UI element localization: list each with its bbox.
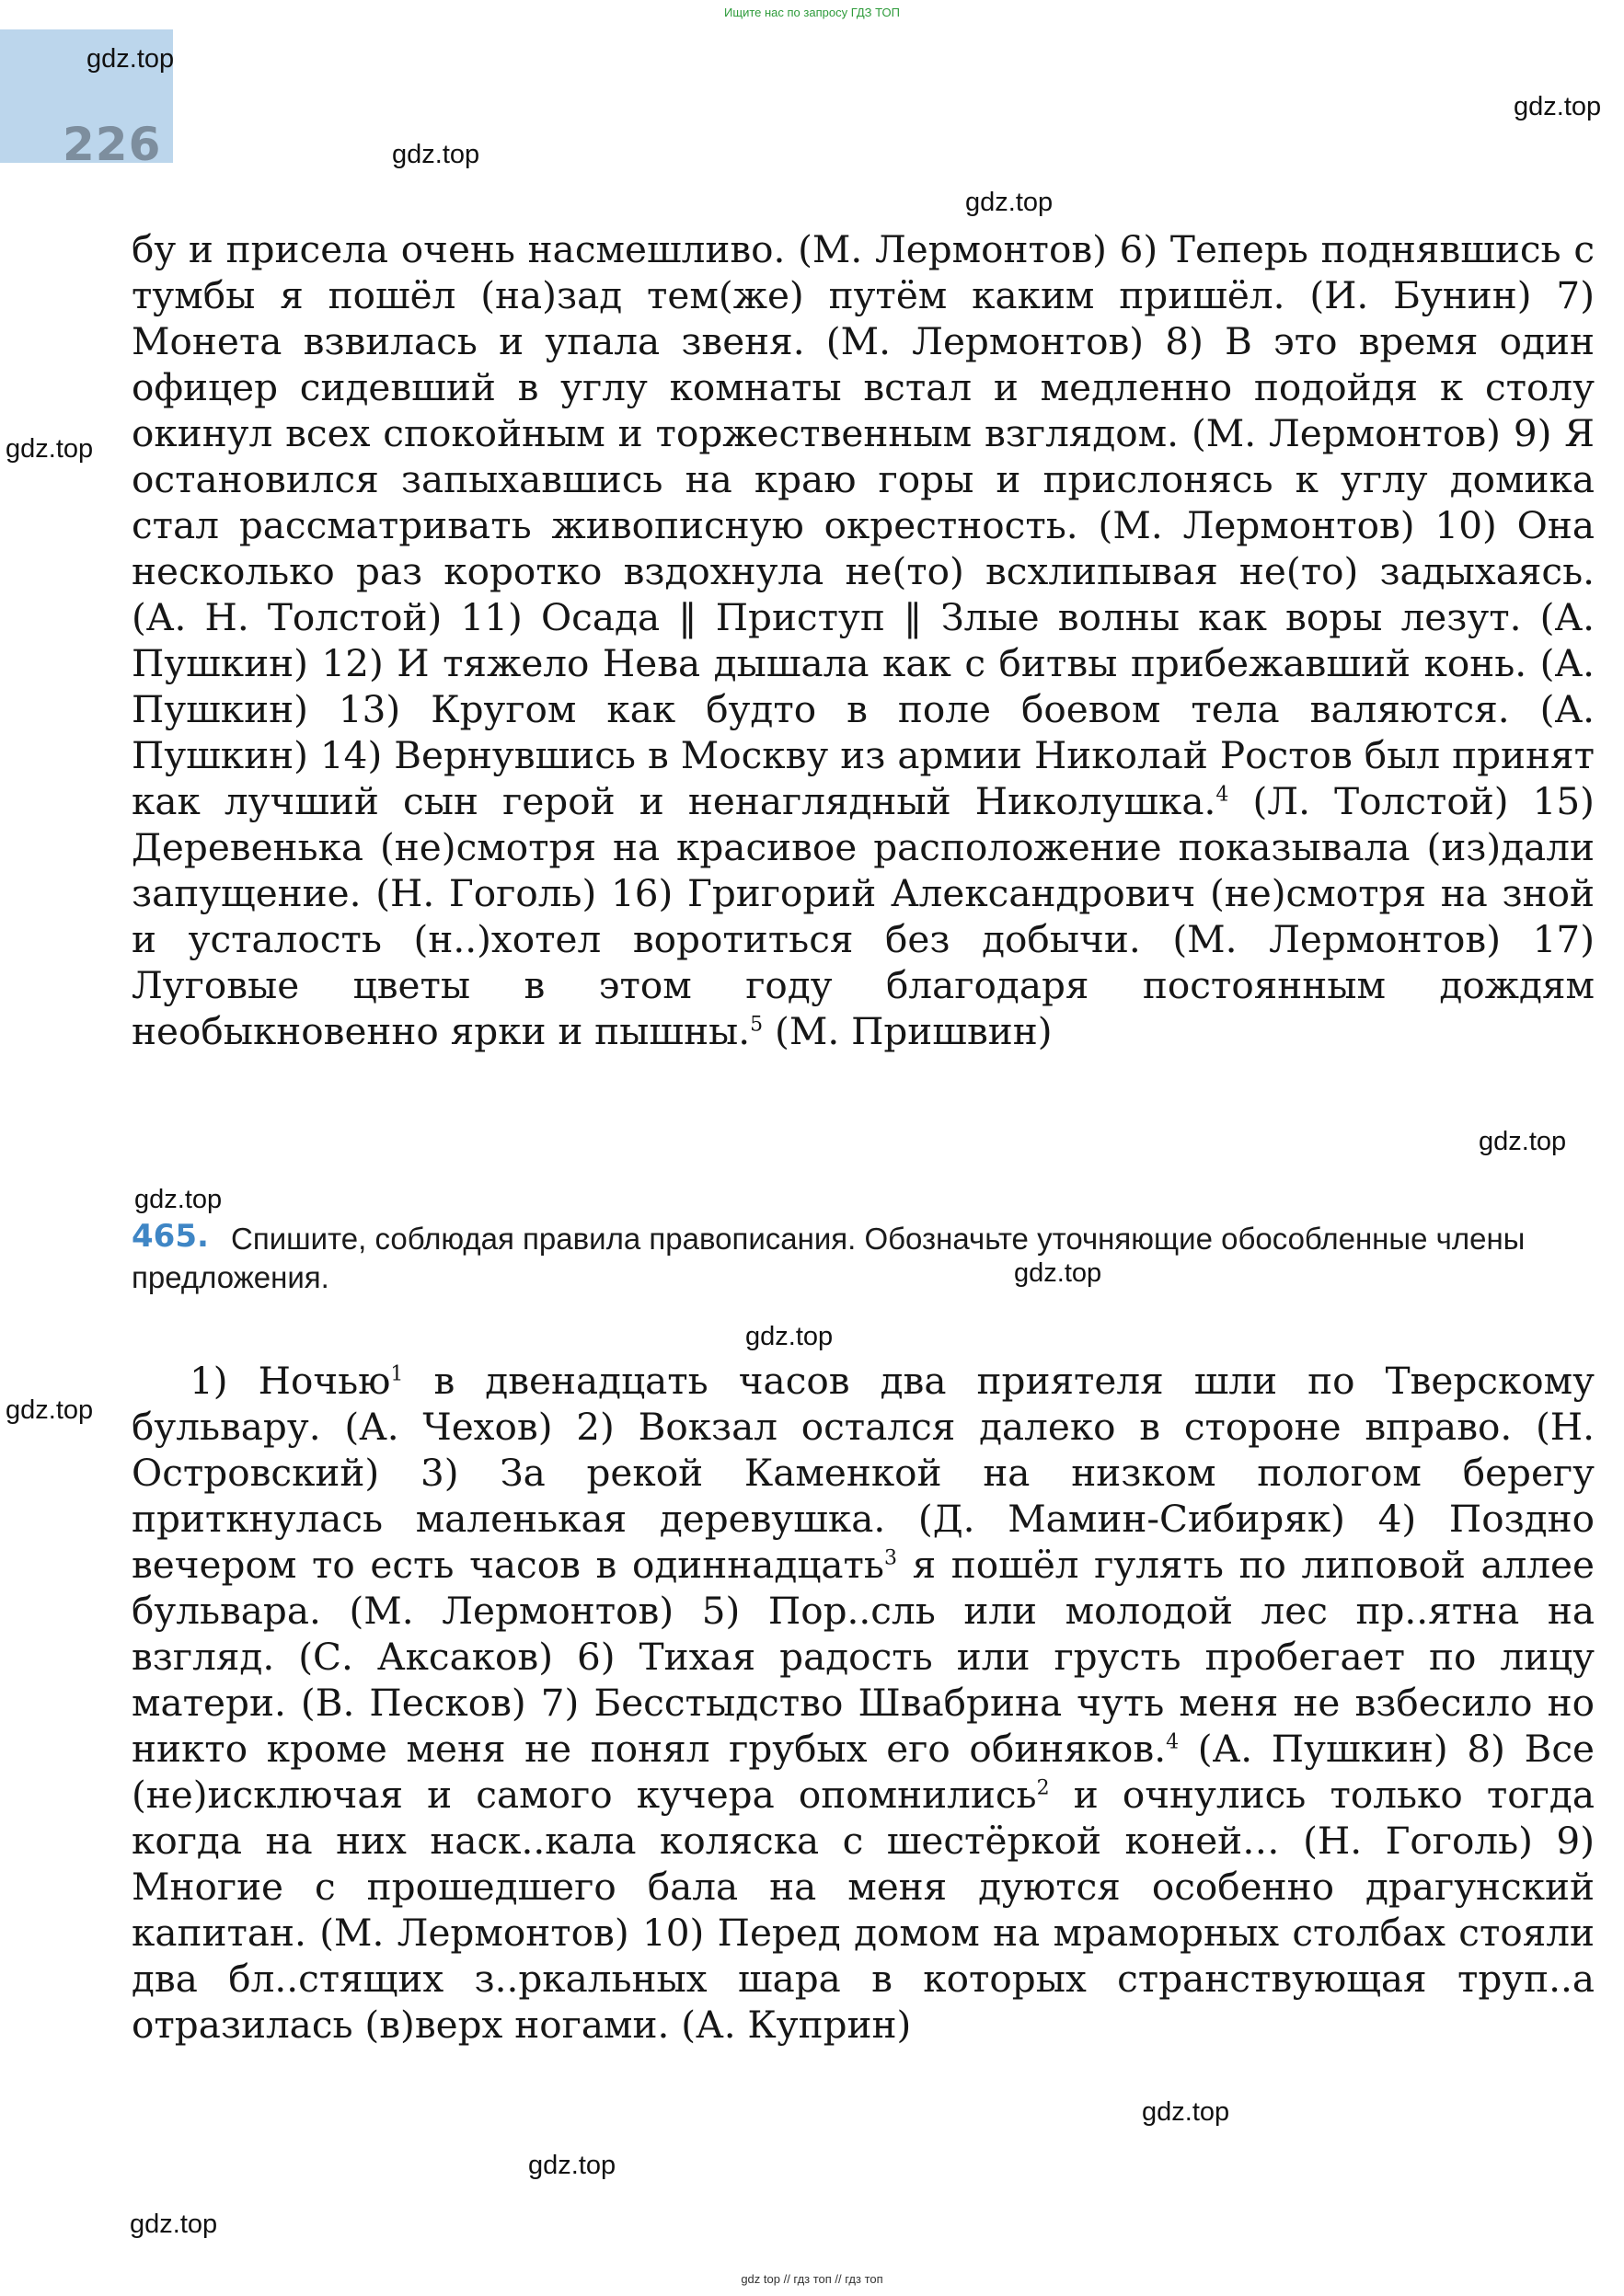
watermark: gdz.top [528,2151,616,2180]
watermark: gdz.top [134,1185,223,1214]
watermark: gdz.top [86,44,175,74]
exercise-464-continued-text: бу и присела очень насмешливо. (М. Лермонтов) 6) Теперь поднявшись с тумбы я пошёл (на)зад тем(же) путём каким пришёл. (И. Бунин) 7) Монета взвилась и упала звеня. (М. Лермонтов) 8) В это время один офицер сидевший в углу комнаты встал и медленно подойдя к столу окинул всех спокойным и торжественным взглядом. (М. Лермонтов) 9) Я остановился запыхавшись на краю горы и прислонясь к углу домика стал рассматривать живописную окрестность. (М. Лермонтов) 10) Она несколько раз коротко вздохнула не(то) всхлипывая не(то) задыхаясь. (А. Н. Толстой) 11) Осада ‖ Приступ ‖ Злые волны как воры лезут. (А. Пушкин) 12) И тяжело Нева дышала как с битвы прибежавший конь. (А. Пушкин) 13) Кругом как будто в поле боевом тела валяются. (А. Пушкин) 14) Вернувшись в Москву из армии Николай Ростов был принят как лучший сын герой и ненаглядный Николушка.$^4$ (Л. Толстой) 15) Деревенька (не)смотря на красивое расположение показывала (из)дали запущение. (Н. Гоголь) 16) Григорий Александрович (не)смотря на зной и усталость (н..)хотел воротиться без добычи. (М. Лермонтов) 17) Луговые цветы в этом году благодаря постоянным дождям необыкновенно ярки и пышны.$^5$ (М. Пришвин) [132,227,1595,1053]
watermark: gdz.top [965,188,1054,217]
footnote-marker: 2 [1036,1776,1050,1800]
footnote-marker: 5 [750,1013,764,1037]
watermark: gdz.top [130,2210,218,2239]
watermark: gdz.top [745,1322,834,1351]
exercise-465-text: 1) Ночью$^1$ в двенадцать часов два приятеля шли по Тверскому бульвару. (А. Чехов) 2) Вокзал остался далеко в стороне вправо. (Н. Островский) 3) За рекой Каменкой на низком пологом берегу приткнулась маленькая деревушка. (Д. Мамин-Сибиряк) 4) Поздно вечером то есть часов в одиннадцать$^3$ я пошёл гулять по липовой аллее бульвара. (М. Лермонтов) 5) Пор..сль или молодой лес пр..ятна на взгляд. (С. Аксаков) 6) Тихая радость или грусть пробегает по лицу матери. (В. Песков) 7) Бесстыдство Швабрина чуть меня не взбесило но никто кроме меня не понял грубых его обиняков.$^4$ (А. Пушкин) 8) Все (не)исключая и самого кучера опомнились$^2$ и очнулись только тогда когда на них наск..кала коляска с шестёркой коней… (Н. Гоголь) 9) Многие с прошедшего бала на меня дуются особенно драгунский капитан. (М. Лермонтов) 10) Перед домом на мраморных столбах стояли два бл..стящих з..ркальных шара в которых странствующая труп..а отразилась (в)верх ногами. (А. Куприн) [132,1359,1595,2047]
top-banner: Ищите нас по запросу ГДЗ ТОП [724,6,900,19]
watermark: gdz.top [392,140,480,169]
exercise-instruction: Спишите, соблюдая правила правописания. Обозначьте уточняющие обособленные члены предложения. [132,1222,1526,1294]
footnote-marker: 1 [390,1362,404,1386]
footnote-marker: 3 [883,1546,897,1570]
exercise-number: 465. [132,1218,209,1255]
watermark: gdz.top [6,434,94,464]
footnote-marker: 4 [1215,783,1229,807]
bottom-banner: gdz top // гдз топ // гдз топ [741,2272,883,2286]
page-number: 226 [63,118,162,171]
watermark: gdz.top [1514,92,1602,121]
watermark: gdz.top [1142,2097,1230,2127]
watermark: gdz.top [1479,1127,1567,1156]
watermark: gdz.top [1014,1258,1102,1288]
watermark: gdz.top [6,1395,94,1425]
footnote-marker: 4 [1166,1730,1180,1754]
